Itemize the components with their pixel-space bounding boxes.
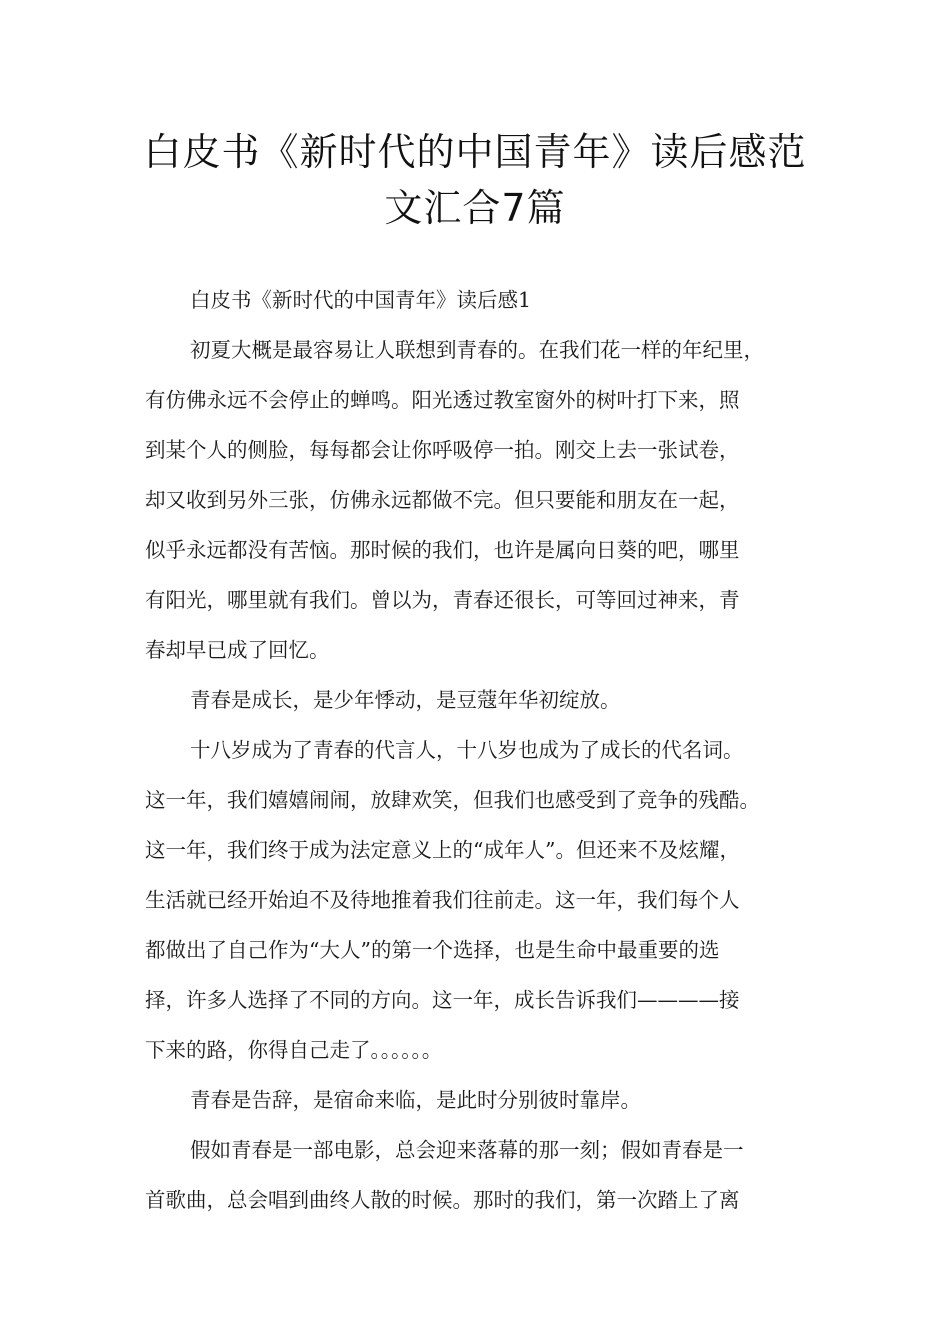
text-line: 这一年，我们嬉嬉闹闹，放肆欢笑，但我们也感受到了竞争的残酷。 bbox=[145, 788, 760, 812]
section-heading: 白皮书《新时代的中国青年》读后感1 bbox=[190, 288, 532, 312]
text-line: 似乎永远都没有苦恼。那时候的我们，也许是属向日葵的吧，哪里 bbox=[145, 538, 740, 562]
title-line-1: 白皮书《新时代的中国青年》读后感范 bbox=[143, 130, 807, 174]
text-line: 生活就已经开始迫不及待地推着我们往前走。这一年，我们每个人 bbox=[145, 888, 740, 912]
text-line: 假如青春是一部电影，总会迎来落幕的那一刻；假如青春是一 bbox=[190, 1138, 744, 1162]
text-line: 初夏大概是最容易让人联想到青春的。在我们花一样的年纪里， bbox=[190, 338, 764, 362]
title-line-2: 文汇合7篇 bbox=[384, 186, 566, 230]
text-line: 到某个人的侧脸，每每都会让你呼吸停一拍。刚交上去一张试卷， bbox=[145, 438, 740, 462]
text-line: 都做出了自己作为“大人”的第一个选择，也是生命中最重要的选 bbox=[145, 938, 720, 962]
text-line: 有阳光，哪里就有我们。曾以为，青春还很长，可等回过神来，青 bbox=[145, 588, 740, 612]
text-line: 青春是告辞，是宿命来临，是此时分别彼时靠岸。 bbox=[190, 1088, 641, 1112]
text-line: 这一年，我们终于成为法定意义上的“成年人”。但还来不及炫耀， bbox=[145, 838, 740, 862]
text-line: 青春是成长，是少年悸动，是豆蔻年华初绽放。 bbox=[190, 688, 621, 712]
text-line: 十八岁成为了青春的代言人，十八岁也成为了成长的代名词。 bbox=[190, 738, 744, 762]
document-body bbox=[145, 284, 810, 1234]
text-line: 择，许多人选择了不同的方向。这一年，成长告诉我们————接 bbox=[145, 988, 740, 1012]
text-line: 有仿佛永远不会停止的蝉鸣。阳光透过教室窗外的树叶打下来，照 bbox=[145, 388, 740, 412]
text-line: 却又收到另外三张，仿佛永远都做不完。但只要能和朋友在一起， bbox=[145, 488, 740, 512]
text-line: 春却早已成了回忆。 bbox=[145, 638, 330, 662]
text-line: 下来的路，你得自己走了。。。。。。 bbox=[145, 1038, 443, 1062]
text-line: 首歌曲，总会唱到曲终人散的时候。那时的我们，第一次踏上了离 bbox=[145, 1188, 740, 1212]
document-title bbox=[100, 124, 850, 236]
